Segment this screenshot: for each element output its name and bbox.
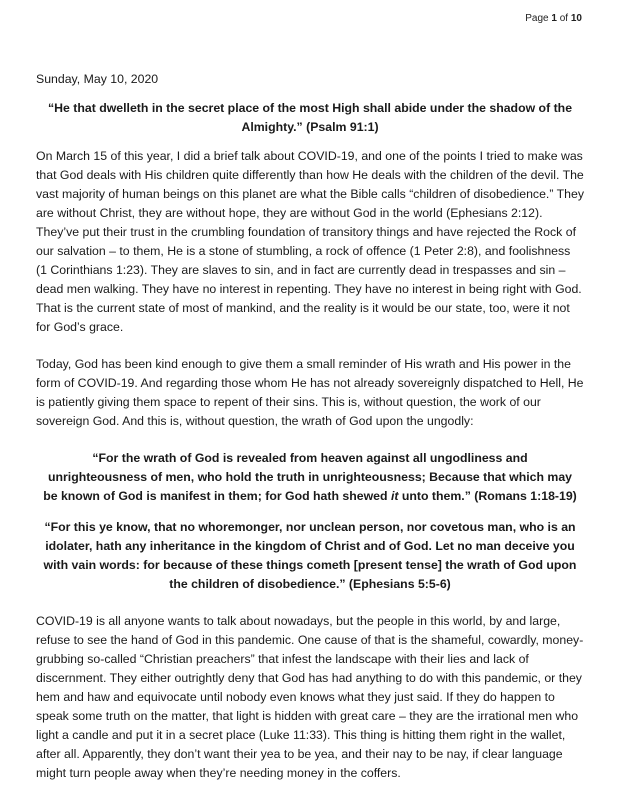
opening-scripture-quote: “He that dwelleth in the secret place of the most High shall abide under the shadow of the Almighty.” (Psalm 91:1) [47,101,573,134]
romans-quote-italic: it [390,489,399,503]
page-number [525,13,582,24]
romans-quote [36,449,584,506]
document-body [36,70,584,783]
document-date: Sunday, May 10, 2020 [36,72,159,86]
ephesians-quote: “For this ye know, that no whoremonger, nor unclean person, nor covetous man, who is an idolater, hath any inheritance in the kingdom of Christ and of God. Let no man deceive you with vain words: for because of these things cometh [present tense] the wrath of God upon the children of disobedience.” (Ephesians 5:5-6) [43,520,577,591]
page-of: of [556,13,571,24]
romans-quote-part-1: “For the wrath of God is revealed from heaven against all ungodliness and unrighteousness of men, who hold the truth in unrighteousness; Because that which may be known of God is manifest in them; for God hath shewed [43,451,573,503]
paragraph-2: Today, God has been kind enough to give them a small reminder of His wrath and His power in the form of COVID-19. And regarding those whom He has not already sovereignly dispatched to Hell, He is patiently giving them space to repent of their sins. This is, without question, the work of our sovereign God. And this is, without question, the wrath of God upon the ungodly: [36,357,584,428]
paragraph-1: On March 15 of this year, I did a brief talk about COVID-19, and one of the points I tried to make was that God deals with His children quite differently than how He deals with the children of the devil. The vast majority of human beings on this planet are what the Bible calls “children of disobedience.” They are without Christ, they are without hope, they are without God in the world (Ephesians 2:12). They’ve put their trust in the crumbling foundation of transitory things and have rejected the Rock of our salvation – to them, He is a stone of stumbling, a rock of offence (1 Peter 2:8), and foolishness (1 Corinthians 1:23). They are slaves to sin, and in fact are currently dead in trespasses and sin – dead men walking. They have no interest in repenting. They have no interest in being right with God. That is the current state of most of mankind, and the reality is it would be our state, too, were it not for God’s grace. [36,149,584,334]
page-total: 10 [570,13,582,24]
romans-quote-part-2: unto them.” (Romans 1:18-19) [398,489,577,503]
page-current: 1 [551,13,557,24]
paragraph-3: COVID-19 is all anyone wants to talk about nowadays, but the people in this world, by and large, refuse to see the hand of God in this pandemic. One cause of that is the shameful, cowardly, money-grubbing so-called “Christian preachers” that infest the landscape with their lies and lack of discernment. They either outrightly deny that God has had anything to do with this pandemic, or they hem and haw and equivocate until nobody even knows what they just said. If they do happen to speak some truth on the matter, that light is hidden with great care – they are the irrational men who light a candle and put it in a secret place (Luke 11:33). This thing is hitting them right in the wallet, after all. Apparently, they don’t want their yea to be yea, and their nay to be nay, if clear language might turn people away when they’re needing money in the coffers. [36,614,584,780]
page-prefix: Page [525,13,552,24]
